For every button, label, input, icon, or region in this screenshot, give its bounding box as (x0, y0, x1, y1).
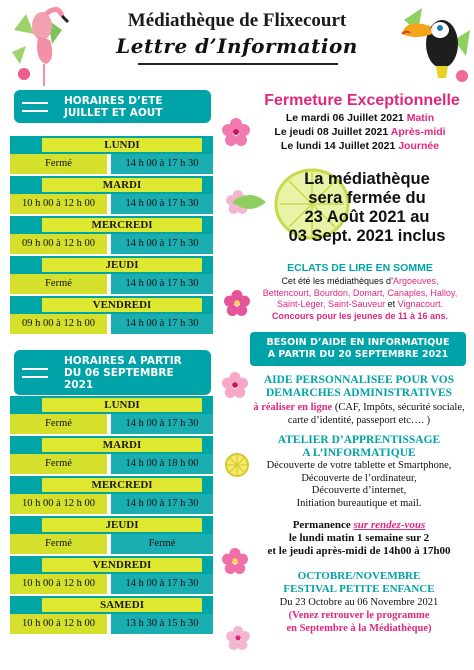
workshop-line: Découverte de votre tablette et Smartphone, (266, 460, 452, 471)
eclats-towns: Argoeuves, (393, 276, 439, 286)
afternoon-slot: 13 h 30 à 15 h 30 (111, 614, 213, 634)
closure-date: Le jeudi 08 Juillet 2021 (274, 126, 389, 138)
it-help-banner (250, 332, 466, 366)
september-day-band (10, 596, 213, 614)
closure-date: Le lundi 14 Juillet 2021 (280, 140, 396, 152)
september-slot-row (10, 574, 213, 594)
afternoon-slot: 14 h 00 à 17 h 30 (111, 194, 213, 214)
summer-day-band (10, 256, 213, 274)
summer-slot-row (10, 154, 213, 174)
summer-closure-notice (262, 170, 472, 246)
hibiscus-icon (222, 548, 248, 574)
summer-slot-row (10, 234, 213, 254)
september-slot-row (10, 414, 213, 434)
eclats-contest: Concours pour les jeunes de 11 à 16 ans. (271, 310, 449, 321)
september-day-saturday: SAMEDI (42, 598, 202, 612)
summer-heading-line2: JUILLET ET AOUT (64, 107, 163, 119)
closure-title: Fermeture Exceptionnelle (264, 92, 460, 109)
morning-slot: Fermé (10, 154, 107, 174)
september-slot-row (10, 534, 213, 554)
workshop-title-line2: A L’INFORMATIQUE (302, 447, 416, 459)
it-help-line1: BESOIN D’AIDE EN INFORMATIQUE (266, 337, 450, 348)
closure-period: Journée (398, 140, 440, 152)
admin-help-title (252, 374, 466, 400)
festival-note (252, 610, 466, 635)
morning-slot: Fermé (10, 454, 107, 474)
festival-title-line1: OCTOBRE/NOVEMBRE (297, 570, 421, 582)
morning-slot: 09 h 00 à 12 h 00 (10, 314, 107, 334)
september-day-tuesday: MARDI (42, 438, 202, 452)
summer-slot-row (10, 194, 213, 214)
admin-help-examples: (CAF, Impôts, sécurité sociale, carte d’identité, passeport etc…. ) (287, 402, 465, 426)
afternoon-slot: 14 h 00 à 17 h 30 (111, 234, 213, 254)
closure-period: Après-midi (390, 126, 446, 138)
workshop-title (252, 434, 466, 460)
september-day-monday: LUNDI (42, 398, 202, 412)
permanence-info (252, 519, 466, 558)
morning-slot: Fermé (10, 534, 107, 554)
flamingo-illustration (4, 0, 84, 90)
summer-day-band (10, 296, 213, 314)
september-day-band (10, 476, 213, 494)
afternoon-slot: Fermé (111, 534, 213, 554)
closure-date: Le mardi 06 Juillet 2021 (285, 112, 404, 124)
eclats-towns: Bettencourt, Bourdon, Domart, Canaples, Halloy, (262, 287, 458, 298)
admin-help-online: à réaliser en ligne (253, 402, 333, 413)
eclats-towns: Saint-Léger, Saint-Sauveur (277, 299, 386, 309)
morning-slot: 10 h 00 à 12 h 00 (10, 574, 107, 594)
festival-dates: Du 23 Octobre au 06 Novembre 2021 (279, 597, 439, 608)
september-day-friday: VENDREDI (42, 558, 202, 572)
workshop-line: Découverte d’internet, (311, 485, 407, 496)
closure-period: Matin (406, 112, 435, 124)
workshop-line: Découverte de l’ordinateur, (301, 472, 417, 484)
eclats-and: et (385, 299, 398, 309)
festival-title-line2: FESTIVAL PETITE ENFANCE (283, 582, 435, 595)
september-day-band (10, 436, 213, 454)
library-name: Médiathèque de Flixecourt (127, 10, 347, 31)
september-slot-row (10, 454, 213, 474)
permanence-line: le lundi matin 1 semaine sur 2 (288, 532, 430, 544)
september-day-band (10, 396, 213, 414)
toucan-illustration (396, 0, 474, 88)
morning-slot: Fermé (10, 414, 107, 434)
september-heading-line1: HORAIRES A PARTIR (64, 355, 182, 367)
afternoon-slot: 14 h 00 à 17 h 30 (111, 154, 213, 174)
flower-icon (226, 626, 250, 650)
closure-notice-line: 23 Août 2021 au (304, 208, 430, 226)
morning-slot: 10 h 00 à 12 h 00 (10, 494, 107, 514)
summer-slot-row (10, 314, 213, 334)
closure-notice-line: 03 Sept. 2021 inclus (288, 227, 446, 245)
permanence-label: Permanence (292, 519, 354, 531)
closure-line (250, 140, 470, 152)
summer-day-band (10, 136, 213, 154)
arrow-icon (22, 368, 48, 378)
eclats-text (250, 276, 470, 322)
morning-slot: 09 h 00 à 12 h 00 (10, 234, 107, 254)
september-slot-row (10, 614, 213, 634)
workshop-text (252, 460, 466, 510)
september-slot-row (10, 494, 213, 514)
summer-hours-heading (14, 90, 211, 123)
hibiscus-icon (222, 118, 250, 146)
eclats-towns: Vignacourt. (397, 299, 443, 309)
closure-line (250, 112, 470, 124)
admin-help-title-line2: DEMARCHES ADMINISTRATIVES (265, 387, 453, 399)
afternoon-slot: 14 h 00 à 17 h 30 (111, 574, 213, 594)
afternoon-slot: 14 h 00 à 17 h 30 (111, 414, 213, 434)
afternoon-slot: 14 h 00 à 18 h 00 (111, 454, 213, 474)
summer-day-band (10, 176, 213, 194)
flower-icon (222, 372, 248, 398)
lemon-slice-icon (224, 450, 250, 480)
afternoon-slot: 14 h 00 à 17 h 30 (111, 494, 213, 514)
permanence-line: et le jeudi après-midi de 14h00 à 17h00 (267, 545, 451, 557)
summer-day-wednesday: MERCREDI (42, 218, 202, 232)
summer-day-tuesday: MARDI (42, 178, 202, 192)
closure-notice-line: La médiathèque (304, 170, 430, 188)
festival-note-line: en Septembre à la Médiathèque) (286, 622, 432, 634)
summer-day-thursday: JEUDI (42, 258, 202, 272)
morning-slot: Fermé (10, 274, 107, 294)
summer-day-friday: VENDREDI (42, 298, 202, 312)
summer-slot-row (10, 274, 213, 294)
september-day-band (10, 516, 213, 534)
afternoon-slot: 14 h 00 à 17 h 30 (111, 274, 213, 294)
closure-notice-line: sera fermée du (308, 189, 426, 207)
september-hours-heading (14, 350, 211, 395)
morning-slot: 10 h 00 à 12 h 00 (10, 614, 107, 634)
september-heading-line2: DU 06 SEPTEMBRE 2021 (64, 367, 174, 391)
newsletter-title: Lettre d’Information (116, 34, 358, 58)
closure-line (250, 126, 470, 138)
it-help-line2: A PARTIR DU 20 SEPTEMBRE 2021 (267, 349, 449, 360)
summer-day-band (10, 216, 213, 234)
workshop-line: Initiation bureautique et mail. (296, 497, 422, 509)
eclats-intro: Cet été les médiathèques d’ (281, 276, 394, 286)
festival-note-line: (Venez retrouver le programme (288, 610, 430, 621)
summer-heading-line1: HORAIRES D’ETE (64, 95, 163, 107)
september-day-wednesday: MERCREDI (42, 478, 202, 492)
arrow-icon (22, 102, 48, 112)
morning-slot: 10 h 00 à 12 h 00 (10, 194, 107, 214)
admin-help-text (252, 402, 466, 427)
workshop-title-line1: ATELIER D’APPRENTISSAGE (277, 434, 441, 446)
festival-title (252, 570, 466, 595)
admin-help-title-line1: AIDE PERSONNALISEE POUR VOS (263, 374, 455, 386)
hibiscus-icon (224, 290, 250, 316)
eclats-title: ECLATS DE LIRE EN SOMME (287, 262, 433, 274)
september-day-band (10, 556, 213, 574)
summer-day-monday: LUNDI (42, 138, 202, 152)
september-day-thursday: JEUDI (42, 518, 202, 532)
title-underline (138, 63, 338, 65)
afternoon-slot: 14 h 00 à 17 h 30 (111, 314, 213, 334)
permanence-appointment: sur rendez-vous (353, 519, 426, 531)
